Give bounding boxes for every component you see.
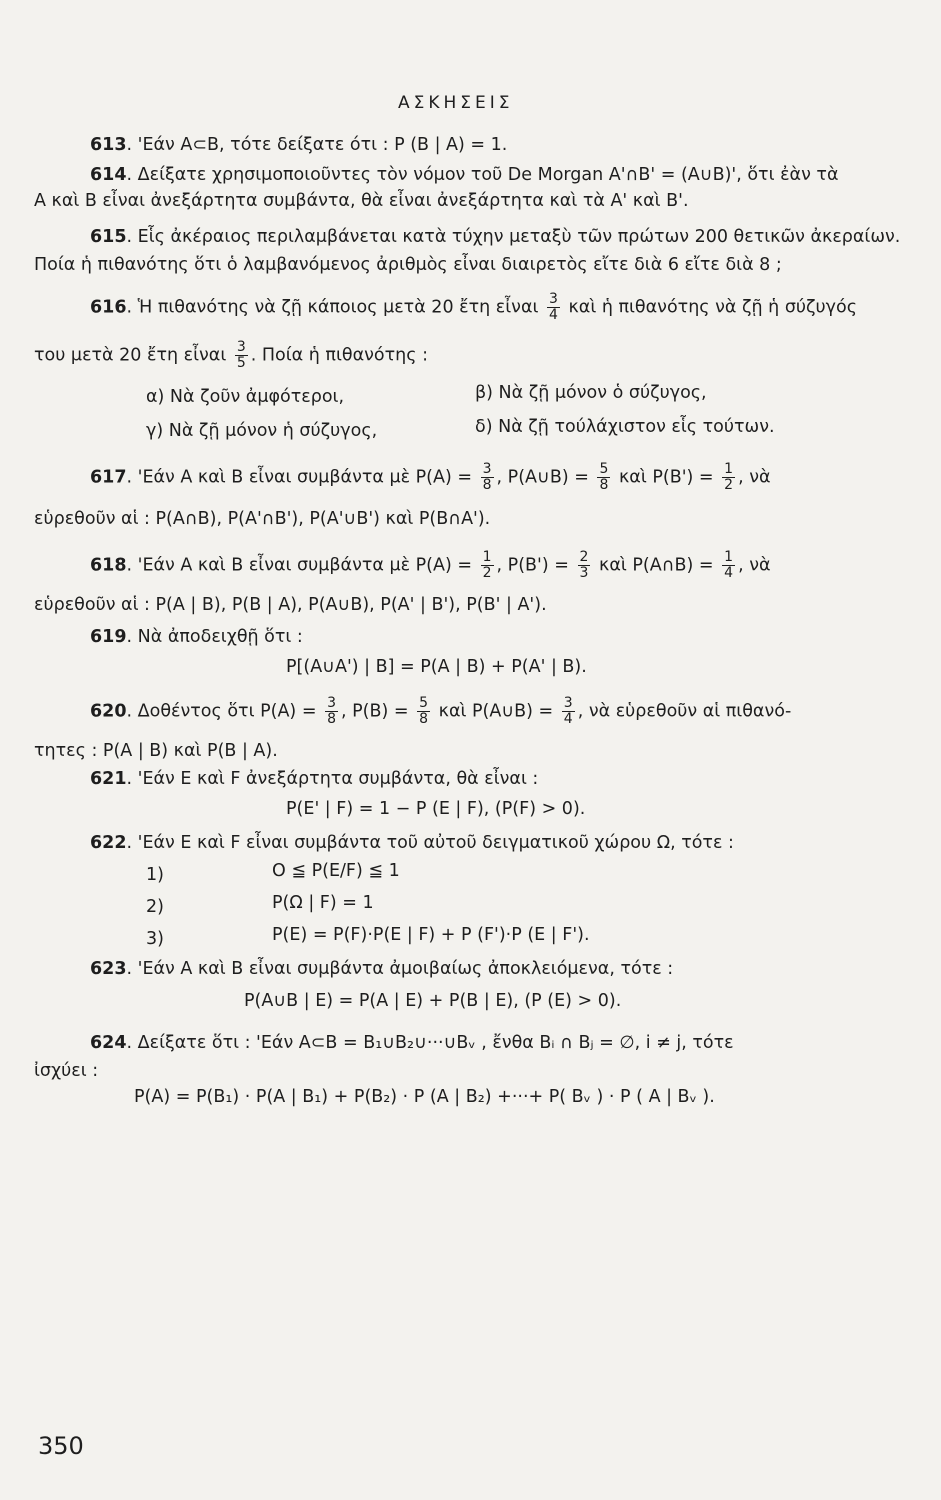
exercise-621: 621. 'Εάν E καὶ F ἀνεξάρτητα συμβάντα, θὰ εἶναι : <box>90 769 539 789</box>
exercise-621-formula: P(E' | F) = 1 − P (E | F), (P(F) > 0). <box>286 799 586 819</box>
exercise-622-item-formula: P(Ω | F) = 1 <box>272 893 374 913</box>
fraction: $\frac{3}{8}$ <box>482 461 492 493</box>
exercise-622-item-label: 1) <box>146 865 164 885</box>
fraction: $\frac{5}{8}$ <box>599 461 609 493</box>
exercise-number: 621 <box>90 769 127 789</box>
exercise-623: 623. 'Εάν A καὶ B εἶναι συμβάντα ἀμοιβαίως ἀποκλειόμενα, τότε : <box>90 959 674 979</box>
exercise-622-item-label: 2) <box>146 897 164 917</box>
exercise-number: 622 <box>90 833 127 853</box>
exercise-622-item-formula: O ≦ P(E/F) ≦ 1 <box>272 861 400 881</box>
exercise-617-line2: εὑρεθοῦν αἱ : P(A∩B), P(A'∩B'), P(A'∪B') καὶ P(B∩A'). <box>34 509 491 529</box>
fraction: $\frac{1}{4}$ <box>724 549 734 581</box>
exercise-613 <box>90 134 507 156</box>
exercise-number: 616 <box>90 297 127 318</box>
exercise-616-d: δ) Νὰ ζῇ τούλάχιστον εἷς τούτων. <box>475 417 775 437</box>
exercise-619-formula: P[(A∪A') | B] = P(A | B) + P(A' | B). <box>286 657 587 677</box>
exercise-620: 620. Δοθέντος ὅτι P(A) = $\frac{3}{8}$ , P(B) = $\frac{5}{8}$ καὶ P(A∪B) = $\frac{3}{4}$ , νὰ εὑρεθοῦν αἱ πιθανό- <box>90 695 792 727</box>
exercise-616-a: α) Νὰ ζοῦν ἀμφότεροι, <box>146 387 345 407</box>
exercise-text: καὶ ἡ πιθανότης νὰ ζῇ ἡ σύζυγός <box>568 297 858 318</box>
exercise-number: 613 <box>90 135 127 155</box>
exercise-615 <box>90 226 900 248</box>
fraction: $\frac{1}{2}$ <box>724 461 734 493</box>
fraction: $\frac{3}{8}$ <box>327 695 336 727</box>
exercise-text: . 'Εάν A⊂B, τότε δείξατε ότι : P (B | A) = 1. <box>126 135 508 155</box>
exercise-624-line2: ἰσχύει : <box>34 1061 99 1081</box>
exercise-number: 615 <box>90 227 127 247</box>
exercise-number: 614 <box>90 165 127 185</box>
exercise-620-line2: τητες : P(A | B) καὶ P(B | A). <box>34 741 278 761</box>
fraction: $\frac{5}{8}$ <box>419 695 429 727</box>
exercise-text: . Εἷς ἀκέραιος περιλαμβάνεται κατὰ τύχην μεταξὺ τῶν πρώτων 200 θετικῶν ἀκεραίων. <box>126 227 901 247</box>
exercise-615-line2: Ποία ἡ πιθανότης ὅτι ὁ λαμβανόμενος ἀριθμὸς εἶναι διαιρετὸς εἴτε διὰ 6 εἴτε διὰ 8 ; <box>34 255 782 275</box>
page-number: 350 <box>38 1432 84 1460</box>
section-heading: ΑΣΚΗΣΕΙΣ <box>398 93 514 113</box>
exercise-number: 620 <box>90 701 127 722</box>
exercise-number: 617 <box>90 467 127 488</box>
exercise-614-line2: A καὶ B εἶναι ἀνεξάρτητα συμβάντα, θὰ εἶναι ἀνεξάρτητα καὶ τὰ A' καὶ B'. <box>34 191 689 211</box>
exercise-614 <box>90 164 839 186</box>
exercise-616-b: β) Νὰ ζῇ μόνον ὁ σύζυγος, <box>475 383 707 403</box>
exercise-622-item-formula: P(E) = P(F)·P(E | F) + P (F')·P (E | F'). <box>272 925 590 945</box>
exercise-616 <box>90 292 857 323</box>
exercise-text: . Ἡ πιθανότης νὰ ζῇ κάποιος μετὰ 20 ἔτη εἶναι <box>126 297 539 318</box>
exercise-618: 618. 'Εάν A καὶ B εἶναι συμβάντα μὲ P(A) = $\frac{1}{2}$ , P(B') = $\frac{2}{3}$ καὶ P(A∩B) = $\frac{1}{4}$ , νὰ <box>90 549 771 581</box>
exercise-622-item-label: 3) <box>146 929 164 949</box>
exercise-number: 624 <box>90 1033 127 1053</box>
exercise-number: 618 <box>90 555 127 576</box>
exercise-616-c: γ) Νὰ ζῇ μόνον ἡ σύζυγος, <box>146 421 378 441</box>
exercise-617: 617. 'Εάν A καὶ B εἶναι συμβάντα μὲ P(A) = $\frac{3}{8}$ , P(A∪B) = $\frac{5}{8}$ καὶ P(B') = $\frac{1}{2}$ , νὰ <box>90 461 771 493</box>
exercise-623-formula: P(A∪B | E) = P(A | E) + P(B | E), (P (E) > 0). <box>244 991 622 1011</box>
exercise-text: . Δείξατε χρησιμοποιοῦντες τὸν νόμον τοῦ De Morgan A'∩B' = (A∪B)', ὅτι ἐὰν τὰ <box>126 165 839 185</box>
exercise-number: 623 <box>90 959 127 979</box>
exercise-619: 619. Νὰ ἀποδειχθῇ ὅτι : <box>90 627 303 647</box>
exercise-624: 624. Δείξατε ὅτι : 'Εάν A⊂B = B₁∪B₂∪···∪Bᵥ , ἔνθα Bᵢ ∩ Bⱼ = ∅, i ≠ j, τότε <box>90 1033 734 1053</box>
fraction: $\frac{3}{4}$ <box>548 291 558 323</box>
exercise-618-line2: εὑρεθοῦν αἱ : P(A | B), P(B | A), P(A∪B), P(A' | B'), P(B' | A'). <box>34 595 547 615</box>
exercise-number: 619 <box>90 627 127 647</box>
exercise-616-line2: του μετὰ 20 ἔτη εἶναι $\frac{3}{5}$ . Ποία ἡ πιθανότης : <box>34 339 428 371</box>
fraction: $\frac{1}{2}$ <box>482 549 492 581</box>
exercise-622: 622. 'Εάν E καὶ F εἶναι συμβάντα τοῦ αὐτοῦ δειγματικοῦ χώρου Ω, τότε : <box>90 833 734 853</box>
fraction: $\frac{2}{3}$ <box>579 549 589 581</box>
fraction: $\frac{3}{5}$ <box>236 339 246 371</box>
exercise-624-formula: P(A) = P(B₁) · P(A | B₁) + P(B₂) · P (A | B₂) +···+ P( Bᵥ ) · P ( A | Bᵥ ). <box>134 1087 715 1107</box>
fraction: $\frac{3}{4}$ <box>563 695 573 727</box>
